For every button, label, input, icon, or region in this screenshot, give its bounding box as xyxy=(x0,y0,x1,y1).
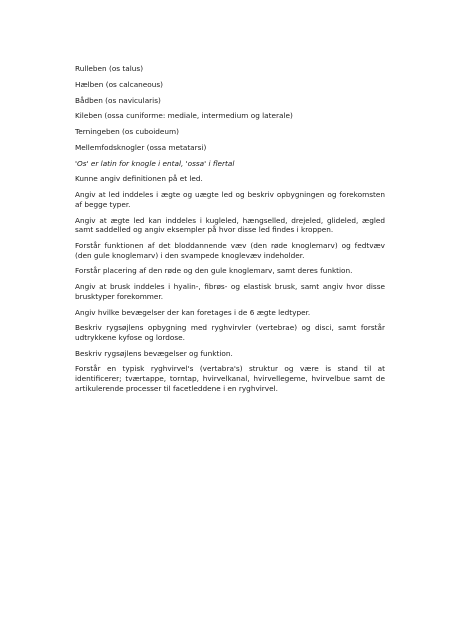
document-page xyxy=(75,64,385,399)
paragraph-knoglemarv-funktion: Forstår funktionen af det bloddannende væv (den røde knoglemarv) og fedtvæv (den gule knoglemarv) i den svampede knoglevæv indeholder. xyxy=(75,241,385,260)
paragraph-ledtyper: Angiv at ægte led kan inddeles i kugleled, hængselled, drejeled, glideled, ægled samt saddelled og angiv eksempler på hvor disse led findes i kroppen. xyxy=(75,215,385,235)
paragraph-bevaegelser: Angiv hvilke bevægelser der kan foretages i de 6 ægte ledtyper. xyxy=(75,307,311,317)
list-line-terningeben: Terningeben (os cuboideum) xyxy=(75,127,179,137)
list-line-kileben: Kileben (ossa cuniforme: mediale, intermedium og laterale) xyxy=(75,111,293,121)
paragraph-rygsoejle-bevaegelser: Beskriv rygsøjlens bevægelser og funktion. xyxy=(75,348,233,358)
paragraph-led-definition: Kunne angiv definitionen på et led. xyxy=(75,174,203,184)
paragraph-brusk: Angiv at brusk inddeles i hyalin-, fibrøs- og elastisk brusk, samt angiv hvor disse brusktyper forekommer. xyxy=(75,282,385,301)
latin-note: 'Os' er latin for knogle i ental, 'ossa' i flertal xyxy=(75,158,235,168)
list-line-haelben: Hælben (os calcaneous) xyxy=(75,79,164,89)
list-line-mellemfodsknogler: Mellemfodsknogler (ossa metatarsi) xyxy=(75,142,207,152)
paragraph-knoglemarv-placering: Forstår placering af den røde og den gule knoglemarv, samt deres funktion. xyxy=(75,266,353,276)
paragraph-ryghvirvel-struktur: Forstår en typisk ryghvirvel's (vertabra's) struktur og være is stand til at identificerer; tværtappe, torntap, hvirvelkanal, hvirvellegeme, hvirvelbue samt de artikulerende processer til facetleddene i en ryghvirvel. xyxy=(75,364,385,393)
paragraph-rygsoejle-opbygning: Beskriv rygsøjlens opbygning med ryghvirvler (vertebrae) og disci, samt forstår udtrykkene kyfose og lordose. xyxy=(75,323,385,342)
paragraph-aegte-uaegte-led: Angiv at led inddeles i ægte og uægte led og beskriv opbygningen og forekomsten af begge typer. xyxy=(75,190,385,209)
list-line-baadben: Bådben (os navicularis) xyxy=(75,95,161,105)
list-line-rulleben: Rulleben (os talus) xyxy=(75,64,144,73)
